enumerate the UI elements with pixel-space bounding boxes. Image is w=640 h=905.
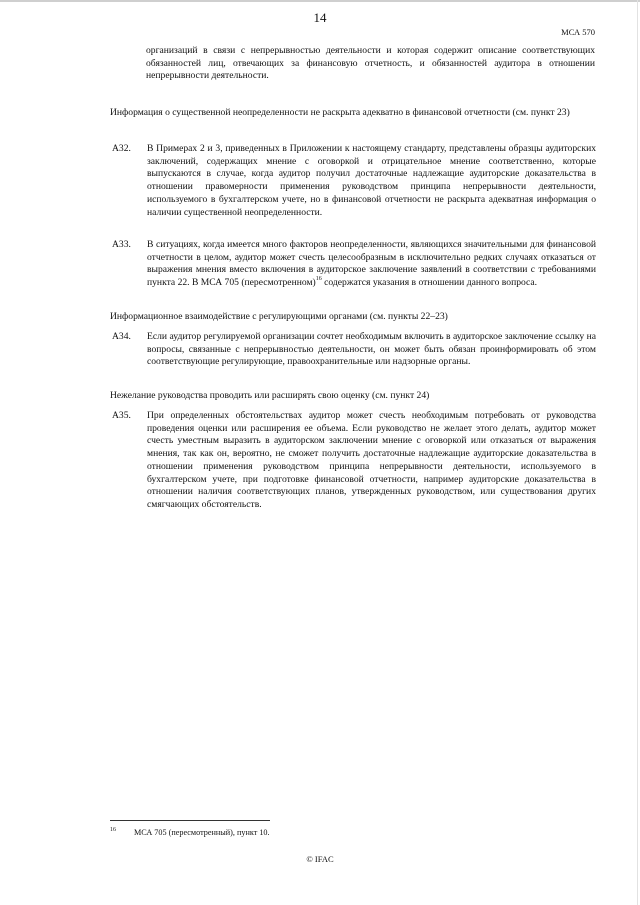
section-heading: Нежелание руководства проводить или расширять свою оценку (см. пункт 24) (110, 390, 430, 401)
paragraph-text: В Примерах 2 и 3, приведенных в Приложении к настоящему стандарту, представлены образцы аудиторских заключений, содержащих мнение с оговоркой и отрицательное мнение соответственно, которые выпускаются в случае, когда аудитор получил достаточные надлежащие аудиторские доказательства в отношении правомерности применения руководством принципа непрерывности деятельности, используемого в бухгалтерском учете, но в финансовой отчетности не раскрыта адекватная информация о наличии существенной неопределенности. (147, 143, 596, 218)
paragraph-number: A33. (112, 239, 131, 250)
footnote (110, 828, 270, 837)
paragraph-a35 (112, 410, 596, 512)
paragraph-a33 (112, 239, 596, 290)
paragraph-a32 (112, 143, 596, 219)
paragraph-a34 (112, 331, 596, 369)
footnote-ref[interactable]: 16 (315, 276, 322, 283)
page-number: 14 (313, 10, 327, 25)
footnote-divider (110, 820, 270, 821)
paragraph-text: При определенных обстоятельствах аудитор может счесть необходимым потребовать от руководства проведения оценки или расширения ее объема. Если руководство не желает этого делать, аудитор может счесть уместным выразить в аудиторском заключении мнение с оговоркой или отказаться от выражения мнения, так как он, вероятно, не сможет получить достаточные надлежащие аудиторские доказательства в отношении применения руководством принципа непрерывности деятельности, используемого в бухгалтерском учете, при подготовке финансовой отчетности, например аудиторские доказательства в отношении наличия соответствующих планов, утвержденных руководством, или существования других смягчающих обстоятельств. (147, 410, 596, 510)
paragraph-number: A34. (112, 331, 131, 342)
paragraph-text-main: В ситуациях, когда имеется много факторов неопределенности, являющихся значительными для финансовой отчетности в целом, аудитор может счесть целесообразным в исключительно редких случаях отказаться от выражения мнения вместо включения в аудиторское заключение заявлений в соответствии с требованиями пункта 22. В МСА 705 (пересмотренном) (147, 239, 596, 289)
continued-paragraph: организаций в связи с непрерывностью деятельности и которая содержит описание соответствующих обязанностей лиц, отвечающих за финансовую отчетность, и обязанностей аудитора в отношении непрерывности деятельности. (146, 45, 595, 82)
scan-edge-top (0, 0, 640, 2)
document-code: МСА 570 (561, 27, 595, 37)
paragraph-text (147, 239, 596, 290)
paragraph-text-tail: содержатся указания в отношении данного вопроса. (321, 277, 538, 289)
footnote-text: МСА 705 (пересмотренный), пункт 10. (134, 828, 270, 837)
section-heading: Информация о существенной неопределенности не раскрыта адекватно в финансовой отчетности (см. пункт 23) (110, 107, 570, 118)
page-footer: © IFAC (306, 854, 334, 864)
footnote-number: 16 (110, 827, 116, 833)
paragraph-text: Если аудитор регулируемой организации сочтет необходимым включить в аудиторское заключение ссылку на вопросы, связанные с непрерывностью деятельности, он может быть обязан проинформировать об этом соответствующие регулирующие, правоохранительные или надзорные органы. (147, 331, 596, 368)
paragraph-number: A32. (112, 143, 131, 154)
section-heading: Информационное взаимодействие с регулирующими органами (см. пункты 22–23) (110, 311, 448, 322)
paragraph-number: A35. (112, 410, 131, 421)
scan-edge-right (637, 0, 638, 905)
